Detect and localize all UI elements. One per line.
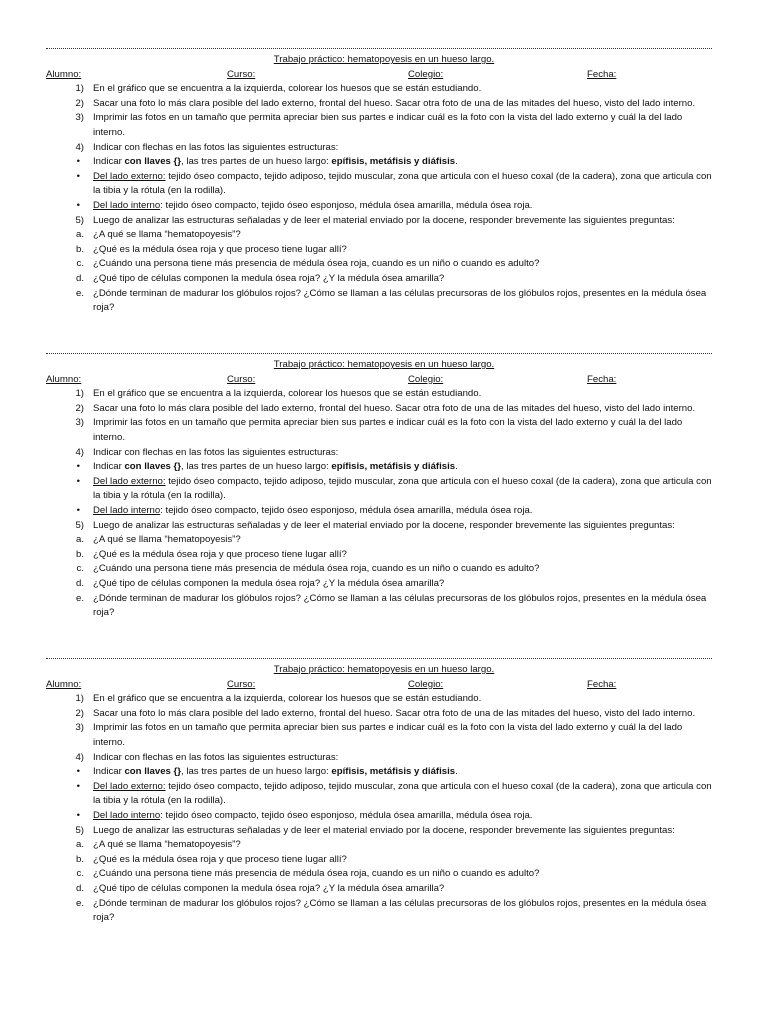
question-a — [46, 838, 712, 853]
worksheet-title: Trabajo práctico: hematopoyesis en un hueso largo. — [273, 54, 495, 65]
item-marker: 1) — [75, 83, 84, 95]
question-marker: d. — [75, 577, 84, 589]
bullet-label: Del lado externo: — [93, 475, 166, 487]
question-marker: e. — [75, 287, 84, 299]
worksheet-section — [46, 48, 712, 316]
bullet-item-lado-interno — [46, 199, 712, 214]
alumno-label: Alumno: — [46, 68, 82, 80]
item-marker: 4) — [75, 141, 84, 153]
bullet-text: tejido óseo compacto, tejido adiposo, tejido muscular, zona que articula con el hueso coxal (de la cadera), zona que articula con la tibia y la rótula (en la rodilla). — [93, 170, 712, 197]
instruction-item-5 — [46, 824, 712, 839]
bullet-item-lado-externo — [46, 170, 712, 199]
bullet-text-mid: , las tres partes de un hueso largo: — [181, 766, 332, 778]
item-marker: 3) — [75, 417, 84, 429]
item-marker: 3) — [75, 722, 84, 734]
bullet-text-post: . — [455, 766, 458, 778]
bullet-item-partes — [46, 460, 712, 475]
item-text: En el gráfico que se encuentra a la izquierda, colorear los huesos que se están estudiando. — [93, 693, 482, 705]
item-text: Indicar con flechas en las fotos las siguientes estructuras: — [93, 751, 339, 763]
question-text: ¿Dónde terminan de madurar los glóbulos rojos? ¿Cómo se llaman a las células precursoras de los glóbulos rojos, presentes en la médula ósea roja? — [93, 897, 707, 924]
item-marker: 1) — [75, 388, 84, 400]
question-marker: a. — [75, 839, 84, 851]
question-c — [46, 867, 712, 882]
instruction-item-4 — [46, 141, 712, 156]
instruction-item-5 — [46, 519, 712, 534]
dotted-separator — [46, 658, 712, 659]
worksheet-title: Trabajo práctico: hematopoyesis en un hueso largo. — [273, 664, 495, 675]
question-e — [46, 592, 712, 621]
item-marker: 5) — [75, 214, 84, 226]
question-text: ¿Dónde terminan de madurar los glóbulos rojos? ¿Cómo se llaman a las células precursoras de los glóbulos rojos, presentes en la médula ósea roja? — [93, 592, 707, 619]
question-e — [46, 897, 712, 926]
bullet-text-bold: epífisis, metáfisis y diáfisis — [331, 461, 456, 473]
question-marker: c. — [76, 258, 84, 270]
bullet-text-bold: epífisis, metáfisis y diáfisis — [331, 156, 456, 168]
item-marker: 2) — [75, 97, 84, 109]
fecha-label: Fecha: — [587, 373, 617, 385]
item-text: Sacar una foto lo más clara posible del lado externo, frontal del hueso. Sacar otra foto de una de las mitades del hueso, visto del lado interno. — [93, 402, 696, 414]
bullet-text-post: . — [455, 461, 458, 473]
item-marker: 2) — [75, 707, 84, 719]
colegio-label: Colegio: — [408, 68, 444, 80]
alumno-label: Alumno: — [46, 373, 82, 385]
bullet-marker: • — [76, 780, 80, 792]
item-marker: 1) — [75, 693, 84, 705]
bullet-marker: • — [76, 475, 80, 487]
question-text: ¿Qué tipo de células componen la medula ósea roja? ¿Y la médula ósea amarilla? — [93, 577, 445, 589]
bullet-label: Del lado externo: — [93, 170, 166, 182]
item-text: Luego de analizar las estructuras señaladas y de leer el material enviado por la docene, responder brevemente las siguientes preguntas: — [93, 214, 675, 226]
question-c — [46, 562, 712, 577]
question-text: ¿Qué tipo de células componen la medula ósea roja? ¿Y la médula ósea amarilla? — [93, 882, 445, 894]
bullet-marker: • — [76, 156, 80, 168]
instruction-item-4 — [46, 751, 712, 766]
bullet-label: Del lado externo: — [93, 780, 166, 792]
question-marker: d. — [75, 272, 84, 284]
instruction-item-3 — [46, 416, 712, 445]
bullet-item-lado-interno — [46, 504, 712, 519]
worksheet-section — [46, 353, 712, 621]
bullet-item-lado-externo — [46, 780, 712, 809]
student-header-row — [46, 678, 712, 693]
instruction-item-4 — [46, 446, 712, 461]
bullet-label: Del lado interno — [93, 504, 161, 516]
question-text: ¿Cuándo una persona tiene más presencia de médula ósea roja, cuando es un niño o cuando es adulto? — [93, 868, 540, 880]
instruction-item-5 — [46, 214, 712, 229]
question-marker: e. — [75, 897, 84, 909]
worksheet-section — [46, 658, 712, 926]
curso-label: Curso: — [227, 68, 256, 80]
colegio-label: Colegio: — [408, 678, 444, 690]
instruction-item-2 — [46, 97, 712, 112]
alumno-label: Alumno: — [46, 678, 82, 690]
question-marker: c. — [76, 868, 84, 880]
item-text: Luego de analizar las estructuras señaladas y de leer el material enviado por la docene, responder brevemente las siguientes preguntas: — [93, 519, 675, 531]
question-text: ¿A qué se llama “hematopoyesis”? — [93, 229, 241, 241]
fecha-label: Fecha: — [587, 68, 617, 80]
question-c — [46, 257, 712, 272]
question-text: ¿Qué es la médula ósea roja y que proceso tiene lugar allí? — [93, 548, 347, 560]
dotted-separator — [46, 353, 712, 354]
item-text: Luego de analizar las estructuras señaladas y de leer el material enviado por la docene, responder brevemente las siguientes preguntas: — [93, 824, 675, 836]
question-d — [46, 577, 712, 592]
question-marker: b. — [75, 243, 84, 255]
fecha-label: Fecha: — [587, 678, 617, 690]
bullet-marker: • — [76, 809, 80, 821]
item-text: Imprimir las fotos en un tamaño que permita apreciar bien sus partes e indicar cuál es la foto con la vista del lado externo y cuál la del lado interno. — [93, 722, 683, 748]
item-text: Indicar con flechas en las fotos las siguientes estructuras: — [93, 141, 339, 153]
item-text: Sacar una foto lo más clara posible del lado externo, frontal del hueso. Sacar otra foto de una de las mitades del hueso, visto del lado interno. — [93, 97, 696, 109]
instruction-item-1 — [46, 692, 712, 707]
curso-label: Curso: — [227, 373, 256, 385]
bullet-item-lado-externo — [46, 475, 712, 504]
bullet-text-bold: con llaves {} — [124, 766, 181, 778]
question-text: ¿Cuándo una persona tiene más presencia de médula ósea roja, cuando es un niño o cuando es adulto? — [93, 563, 540, 575]
bullet-item-lado-interno — [46, 809, 712, 824]
item-text: Imprimir las fotos en un tamaño que permita apreciar bien sus partes e indicar cuál es la foto con la vista del lado externo y cuál la del lado interno. — [93, 417, 683, 443]
question-a — [46, 228, 712, 243]
bullet-marker: • — [76, 170, 80, 182]
item-text: En el gráfico que se encuentra a la izquierda, colorear los huesos que se están estudiando. — [93, 388, 482, 400]
instruction-item-1 — [46, 82, 712, 97]
item-marker: 5) — [75, 519, 84, 531]
bullet-marker: • — [76, 504, 80, 516]
curso-label: Curso: — [227, 678, 256, 690]
student-header-row — [46, 373, 712, 388]
bullet-text-bold: epífisis, metáfisis y diáfisis — [331, 766, 456, 778]
question-marker: a. — [75, 534, 84, 546]
question-e — [46, 287, 712, 316]
bullet-marker: • — [76, 766, 80, 778]
question-b — [46, 853, 712, 868]
bullet-text-pre: Indicar — [93, 156, 125, 168]
question-b — [46, 548, 712, 563]
instruction-item-2 — [46, 707, 712, 722]
item-text: Indicar con flechas en las fotos las siguientes estructuras: — [93, 446, 339, 458]
question-text: ¿Qué tipo de células componen la medula ósea roja? ¿Y la médula ósea amarilla? — [93, 272, 445, 284]
question-text: ¿Qué es la médula ósea roja y que proceso tiene lugar allí? — [93, 853, 347, 865]
worksheet-title: Trabajo práctico: hematopoyesis en un hueso largo. — [273, 359, 495, 370]
bullet-text: : tejido óseo compacto, tejido óseo esponjoso, médula ósea amarilla, médula ósea roja. — [160, 199, 533, 211]
question-d — [46, 882, 712, 897]
instruction-item-3 — [46, 721, 712, 750]
question-d — [46, 272, 712, 287]
dotted-separator — [46, 48, 712, 49]
question-a — [46, 533, 712, 548]
bullet-text: tejido óseo compacto, tejido adiposo, tejido muscular, zona que articula con el hueso coxal (de la cadera), zona que articula con la tibia y la rótula (en la rodilla). — [93, 475, 712, 502]
question-text: ¿Cuándo una persona tiene más presencia de médula ósea roja, cuando es un niño o cuando es adulto? — [93, 258, 540, 270]
question-marker: b. — [75, 853, 84, 865]
question-b — [46, 243, 712, 258]
bullet-text: tejido óseo compacto, tejido adiposo, tejido muscular, zona que articula con el hueso coxal (de la cadera), zona que articula con la tibia y la rótula (en la rodilla). — [93, 780, 712, 807]
bullet-label: Del lado interno — [93, 199, 161, 211]
question-marker: b. — [75, 548, 84, 560]
bullet-text-bold: con llaves {} — [124, 156, 181, 168]
student-header-row — [46, 68, 712, 83]
bullet-text: : tejido óseo compacto, tejido óseo esponjoso, médula ósea amarilla, médula ósea roja. — [160, 504, 533, 516]
bullet-text: : tejido óseo compacto, tejido óseo esponjoso, médula ósea amarilla, médula ósea roja. — [160, 809, 533, 821]
instruction-item-3 — [46, 111, 712, 140]
question-text: ¿Qué es la médula ósea roja y que proceso tiene lugar allí? — [93, 243, 347, 255]
question-text: ¿Dónde terminan de madurar los glóbulos rojos? ¿Cómo se llaman a las células precursoras de los glóbulos rojos, presentes en la médula ósea roja? — [93, 287, 707, 314]
item-text: En el gráfico que se encuentra a la izquierda, colorear los huesos que se están estudiando. — [93, 83, 482, 95]
instruction-item-1 — [46, 387, 712, 402]
question-marker: d. — [75, 882, 84, 894]
item-marker: 5) — [75, 824, 84, 836]
bullet-marker: • — [76, 461, 80, 473]
question-marker: e. — [75, 592, 84, 604]
question-text: ¿A qué se llama “hematopoyesis”? — [93, 839, 241, 851]
bullet-item-partes — [46, 155, 712, 170]
bullet-text-mid: , las tres partes de un hueso largo: — [181, 461, 332, 473]
bullet-text-pre: Indicar — [93, 766, 125, 778]
bullet-text-mid: , las tres partes de un hueso largo: — [181, 156, 332, 168]
item-marker: 4) — [75, 446, 84, 458]
bullet-label: Del lado interno — [93, 809, 161, 821]
item-marker: 4) — [75, 751, 84, 763]
item-text: Imprimir las fotos en un tamaño que permita apreciar bien sus partes e indicar cuál es la foto con la vista del lado externo y cuál la del lado interno. — [93, 112, 683, 138]
question-marker: a. — [75, 229, 84, 241]
item-text: Sacar una foto lo más clara posible del lado externo, frontal del hueso. Sacar otra foto de una de las mitades del hueso, visto del lado interno. — [93, 707, 696, 719]
colegio-label: Colegio: — [408, 373, 444, 385]
bullet-text-post: . — [455, 156, 458, 168]
bullet-marker: • — [76, 199, 80, 211]
bullet-text-pre: Indicar — [93, 461, 125, 473]
item-marker: 3) — [75, 112, 84, 124]
item-marker: 2) — [75, 402, 84, 414]
question-text: ¿A qué se llama “hematopoyesis”? — [93, 534, 241, 546]
question-marker: c. — [76, 563, 84, 575]
bullet-text-bold: con llaves {} — [124, 461, 181, 473]
instruction-item-2 — [46, 402, 712, 417]
bullet-item-partes — [46, 765, 712, 780]
